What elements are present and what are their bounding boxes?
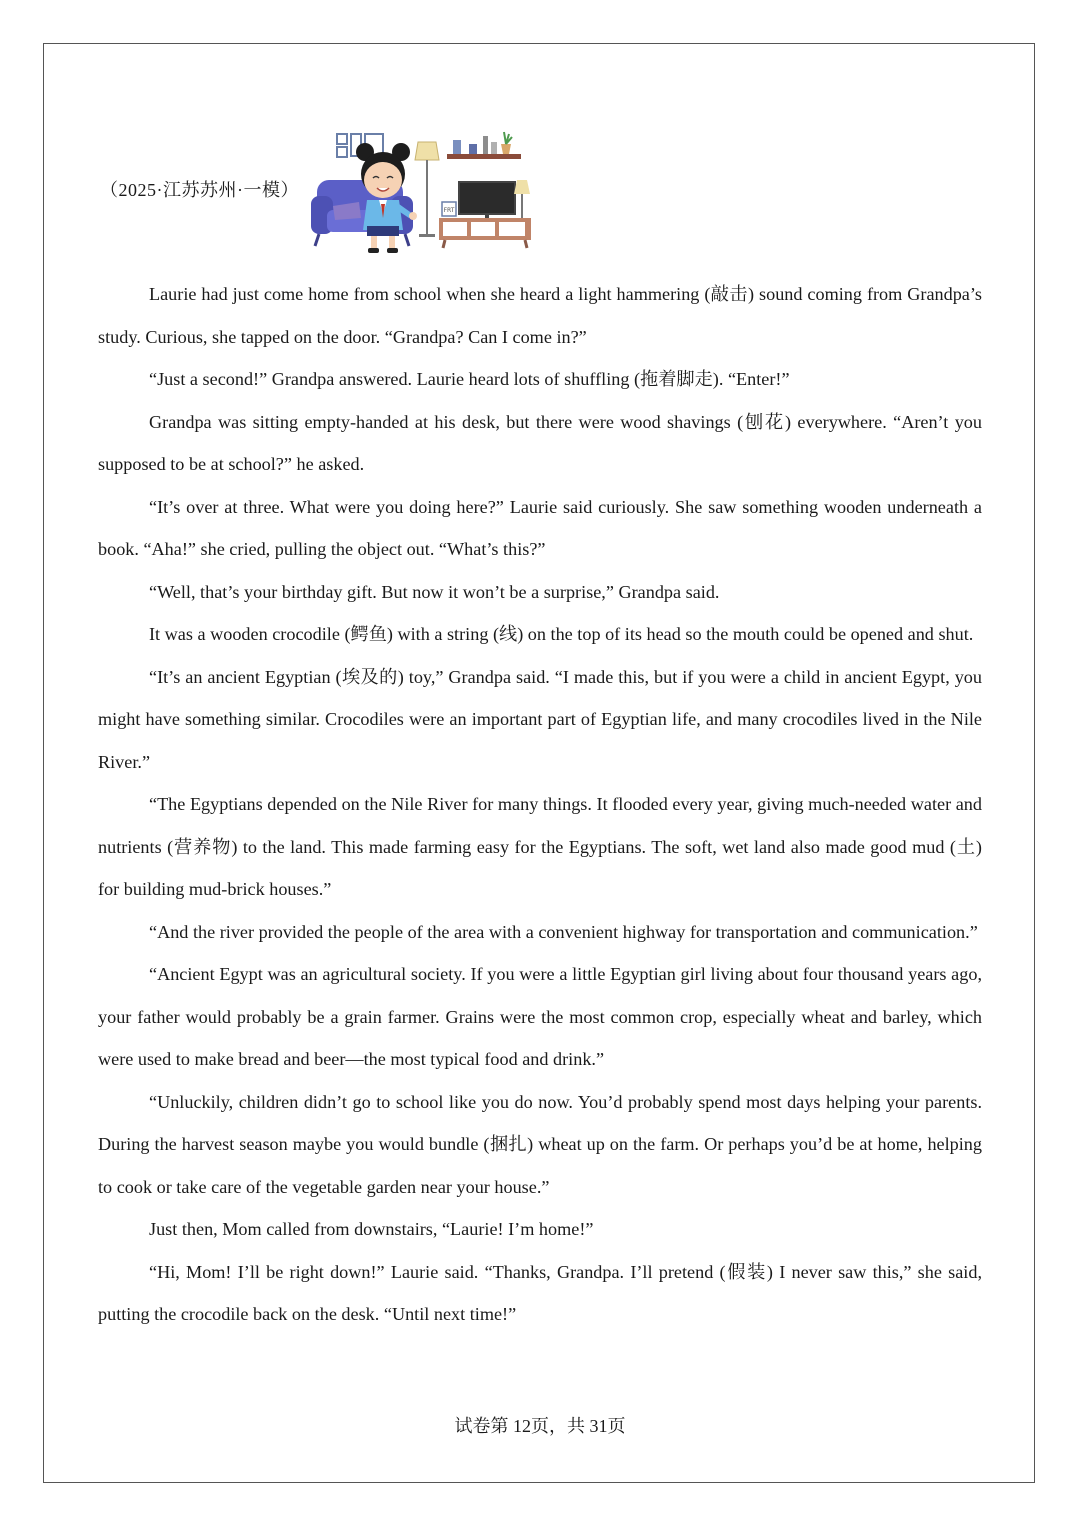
paragraph: “Just a second!” Grandpa answered. Laurie heard lots of shuffling (拖着脚走). “Enter!” — [149, 369, 790, 389]
page-footer: 试卷第 12页，共 31页 — [454, 1416, 626, 1436]
tv-cabinet-icon — [439, 180, 531, 248]
paragraph: “Well, that’s your birthday gift. But now it won’t be a surprise,” Grandpa said. — [149, 581, 720, 602]
paragraph: “Hi, Mom! I’ll be right down!” Laurie said. “Thanks, Grandpa. I’ll pretend (假装) I never saw this,” she said, putting the crocodile back on the desk. “Until next time!” — [98, 1261, 982, 1324]
floor-lamp-icon — [415, 142, 439, 237]
source-label: （2025·江苏苏州·一模） — [100, 180, 299, 200]
paragraph: It was a wooden crocodile (鳄鱼) with a string (线) on the top of its head so the mouth could be opened and shut. — [149, 624, 974, 644]
paragraph: “It’s an ancient Egyptian (埃及的) toy,” Grandpa said. “I made this, but if you were a child in ancient Egypt, you might have something similar. Crocodiles were an important part of Egyptian life, and many crocodiles lived in the Nile River.” — [98, 666, 982, 772]
tv-label: FRT — [443, 207, 455, 214]
paragraph: “And the river provided the people of the area with a convenient highway for transportation and communication.” — [149, 921, 978, 942]
girl-in-living-room-illustration — [305, 122, 537, 260]
paragraph: Laurie had just come home from school when she heard a light hammering (敲击) sound coming from Grandpa’s study. Curious, she tapped on the door. “Grandpa? Can I come in?” — [98, 284, 982, 347]
article-body — [98, 273, 982, 1336]
paragraph: Grandpa was sitting empty-handed at his desk, but there were wood shavings (刨花) everywhere. “Aren’t you supposed to be at school?” he asked. — [98, 411, 982, 474]
shelf-icon — [447, 132, 521, 159]
paragraph: “Unluckily, children didn’t go to school like you do now. You’d probably spend most days helping your parents. During the harvest season maybe you would bundle (捆扎) wheat up on the farm. Or perhaps you’d be at home, helping to cook or take care of the vegetable garden near your house.” — [98, 1091, 982, 1197]
paragraph: “Ancient Egypt was an agricultural society. If you were a little Egyptian girl living about four thousand years ago, your father would probably be a grain farmer. Grains were the most common crop, especially wheat and barley, which were used to make bread and beer—the most typical food and drink.” — [98, 964, 982, 1069]
paragraph: “It’s over at three. What were you doing here?” Laurie said curiously. She saw something wooden underneath a book. “Aha!” she cried, pulling the object out. “What’s this?” — [98, 496, 982, 559]
paragraph: Just then, Mom called from downstairs, “Laurie! I’m home!” — [149, 1219, 594, 1239]
paragraph: “The Egyptians depended on the Nile River for many things. It flooded every year, giving much-needed water and nutrients (营养物) to the land. This made farming easy for the Egyptians. The soft, wet land also made good mud (土) for building mud-brick houses.” — [98, 794, 982, 899]
